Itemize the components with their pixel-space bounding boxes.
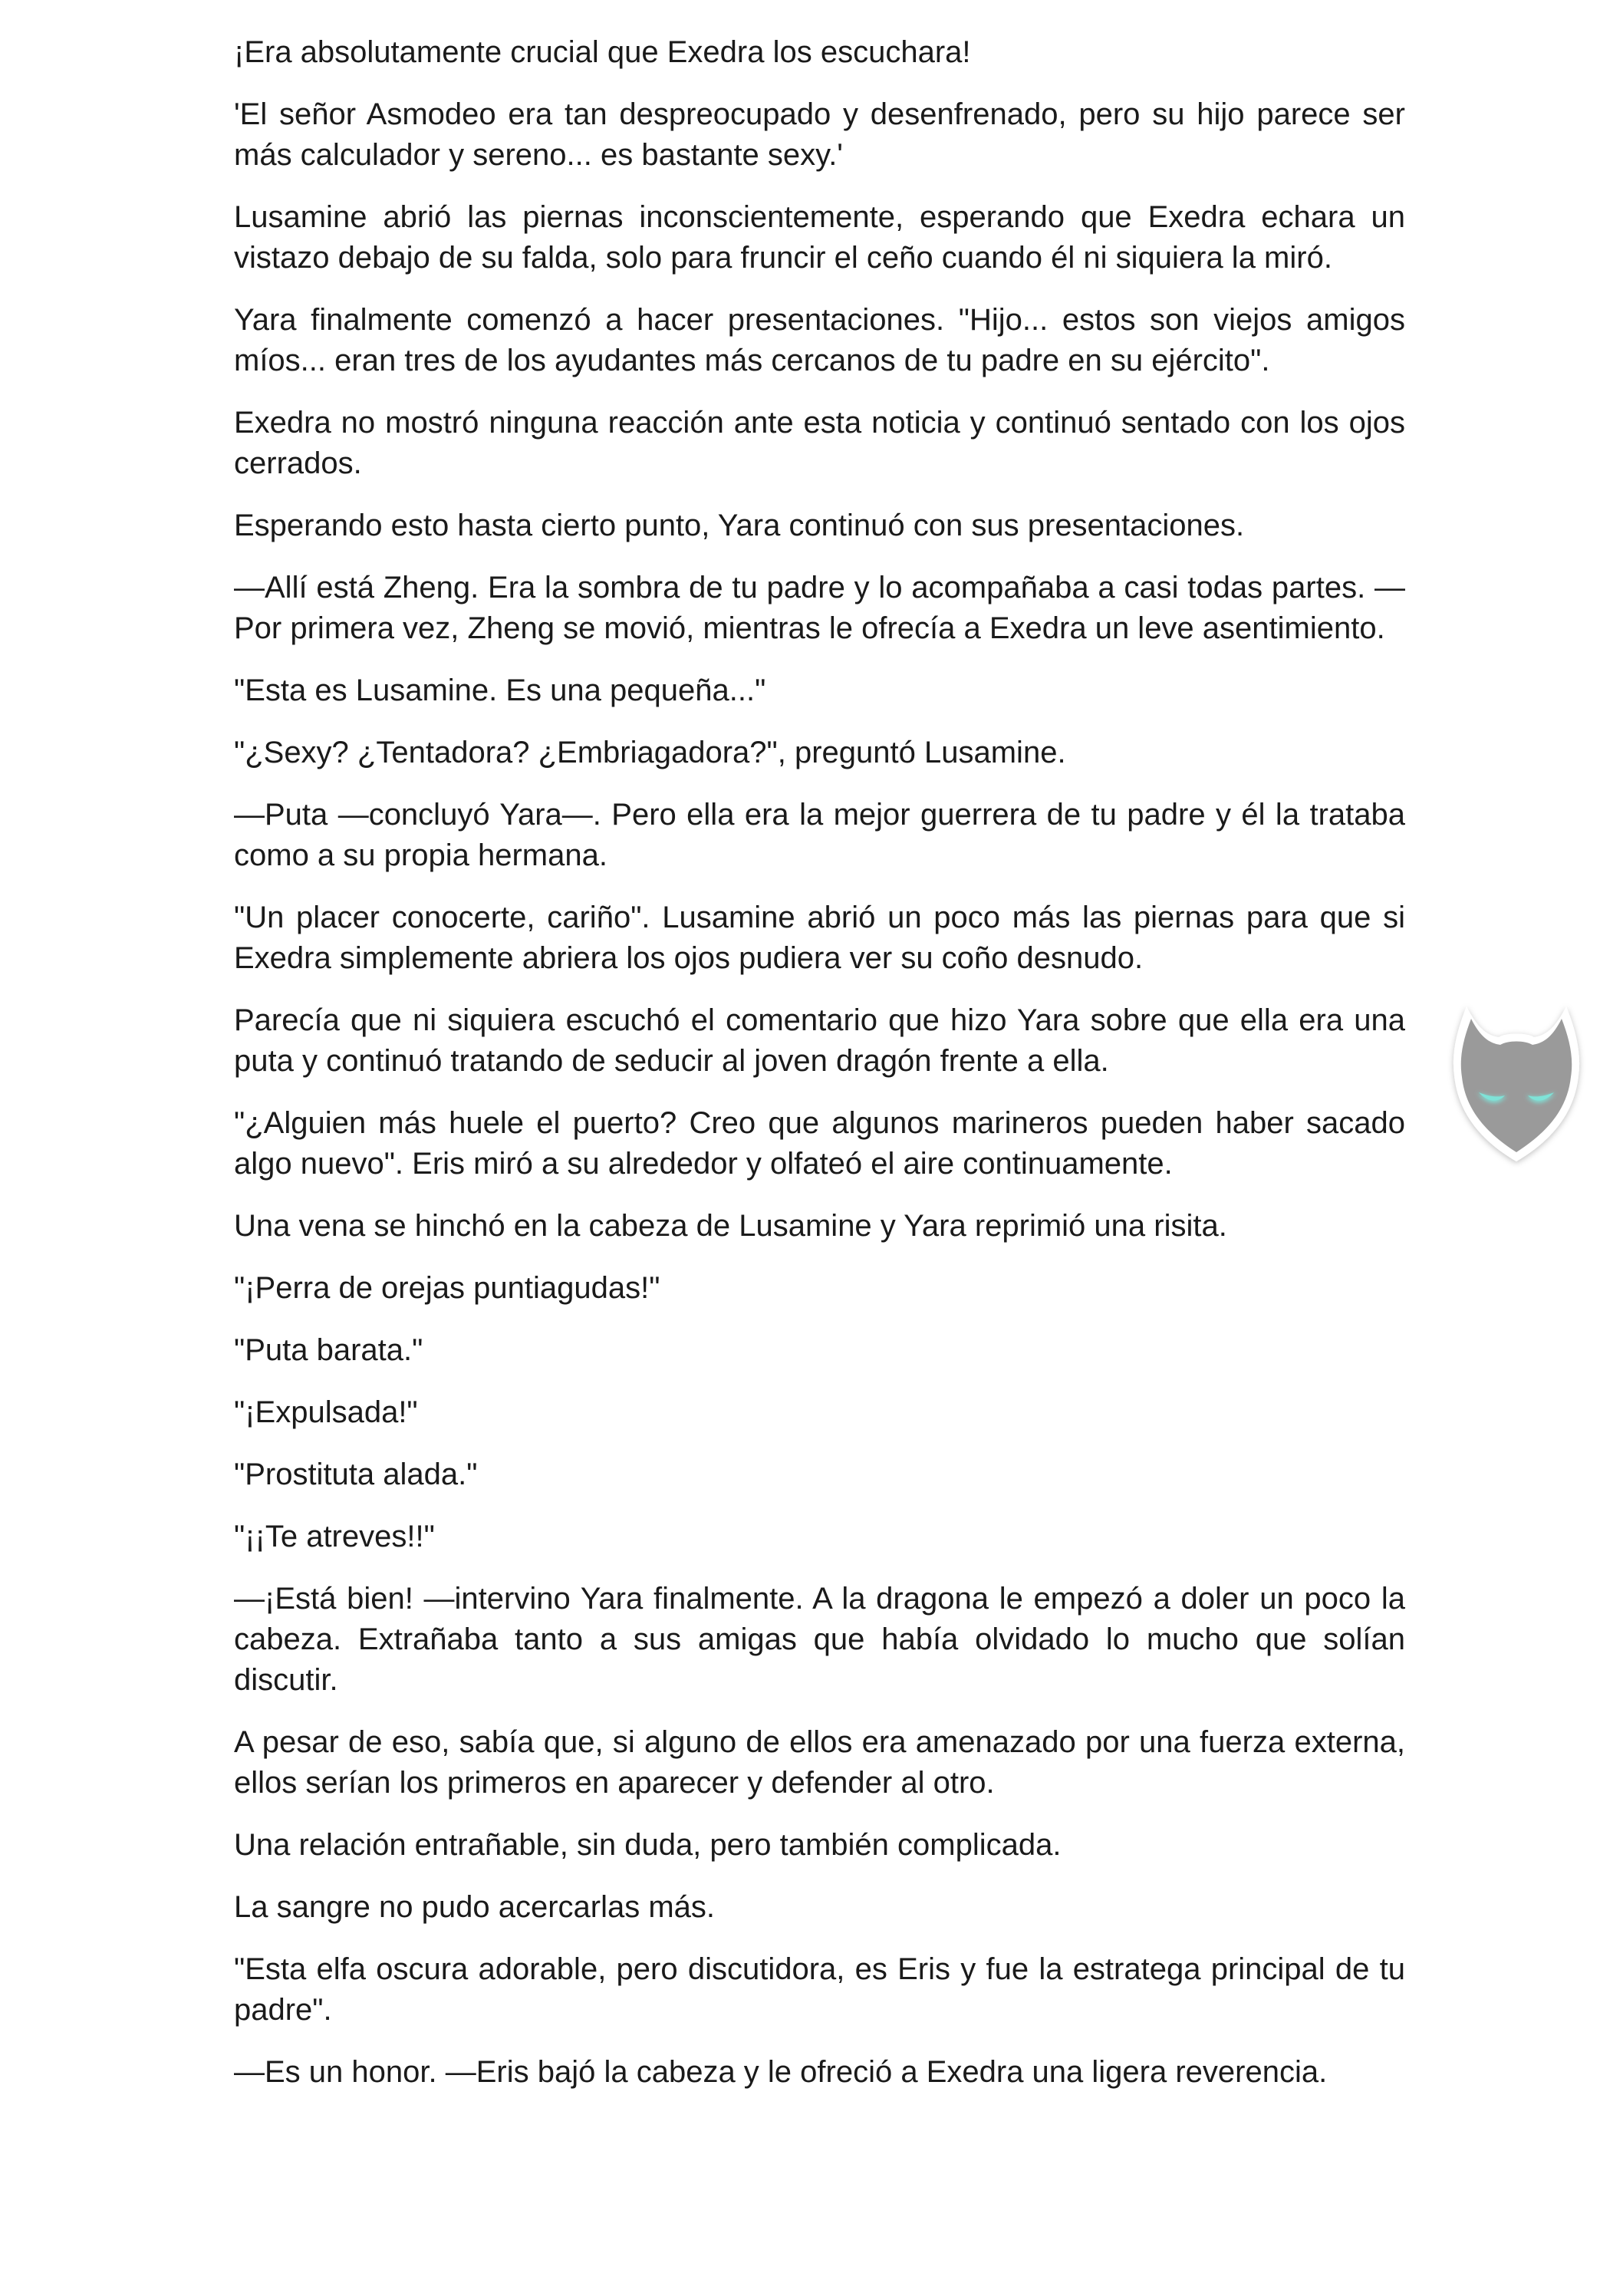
paragraph-18: "Prostituta alada." xyxy=(234,1458,478,1491)
paragraph-12: Parecía que ni siquiera escuchó el comentario que hizo Yara sobre que ella era una puta y continuó tratando de seducir al joven dragón frente a ella. xyxy=(234,1003,1405,1078)
paragraph-4: Yara finalmente comenzó a hacer presentaciones. "Hijo... estos son viejos amigos míos... eran tres de los ayudantes más cercanos de tu padre en su ejército". xyxy=(234,303,1405,377)
paragraph-13: "¿Alguien más huele el puerto? Creo que algunos marineros pueden haber sacado algo nuevo". Eris miró a su alrededor y olfateó el aire continuamente. xyxy=(234,1106,1405,1181)
paragraph-22: Una relación entrañable, sin duda, pero también complicada. xyxy=(234,1828,1062,1862)
paragraph-21: A pesar de eso, sabía que, si alguno de ellos era amenazado por una fuerza externa, ellos serían los primeros en aparecer y defender al otro. xyxy=(234,1725,1405,1800)
paragraph-15: "¡Perra de orejas puntiagudas!" xyxy=(234,1271,660,1305)
paragraph-9: "¿Sexy? ¿Tentadora? ¿Embriagadora?", preguntó Lusamine. xyxy=(234,736,1066,769)
paragraph-10: —Puta —concluyó Yara—. Pero ella era la mejor guerrera de tu padre y él la trataba como a su propia hermana. xyxy=(234,798,1405,872)
paragraph-20: —¡Está bien! —intervino Yara finalmente. A la dragona le empezó a doler un poco la cabeza. Extrañaba tanto a sus amigas que había olvidado lo mucho que solían discutir. xyxy=(234,1582,1405,1697)
paragraph-16: "Puta barata." xyxy=(234,1333,423,1367)
paragraph-19: "¡¡Te atreves!!" xyxy=(234,1520,435,1553)
paragraph-2: 'El señor Asmodeo era tan despreocupado y desenfrenado, pero su hijo parece ser más calculador y sereno... es bastante sexy.' xyxy=(234,97,1405,172)
paragraph-25: —Es un honor. —Eris bajó la cabeza y le ofreció a Exedra una ligera reverencia. xyxy=(234,2055,1328,2089)
paragraph-14: Una vena se hinchó en la cabeza de Lusamine y Yara reprimió una risita. xyxy=(234,1209,1227,1243)
paragraph-11: "Un placer conocerte, cariño". Lusamine abrió un poco más las piernas para que si Exedra simplemente abriera los ojos pudiera ver su coño desnudo. xyxy=(234,901,1405,975)
paragraph-23: La sangre no pudo acercarlas más. xyxy=(234,1890,716,1924)
paragraph-6: Esperando esto hasta cierto punto, Yara continuó con sus presentaciones. xyxy=(234,509,1245,542)
paragraph-3: Lusamine abrió las piernas inconscientemente, esperando que Exedra echara un vistazo debajo de su falda, solo para fruncir el ceño cuando él ni siquiera la miró. xyxy=(234,200,1405,275)
paragraph-7: —Allí está Zheng. Era la sombra de tu padre y lo acompañaba a casi todas partes. — Por primera vez, Zheng se movió, mientras le ofrecía a Exedra un leve asentimiento. xyxy=(234,571,1405,645)
paragraph-17: "¡Expulsada!" xyxy=(234,1395,418,1429)
paragraph-8: "Esta es Lusamine. Es una pequeña..." xyxy=(234,674,766,707)
demon-head-icon xyxy=(1444,999,1589,1168)
text-column xyxy=(234,32,1405,2114)
paragraph-5: Exedra no mostró ninguna reacción ante esta noticia y continuó sentado con los ojos cerrados. xyxy=(234,406,1405,480)
paragraph-1: ¡Era absolutamente crucial que Exedra los escuchara! xyxy=(234,35,971,69)
paragraph-24: "Esta elfa oscura adorable, pero discutidora, es Eris y fue la estratega principal de tu padre". xyxy=(234,1952,1405,2027)
